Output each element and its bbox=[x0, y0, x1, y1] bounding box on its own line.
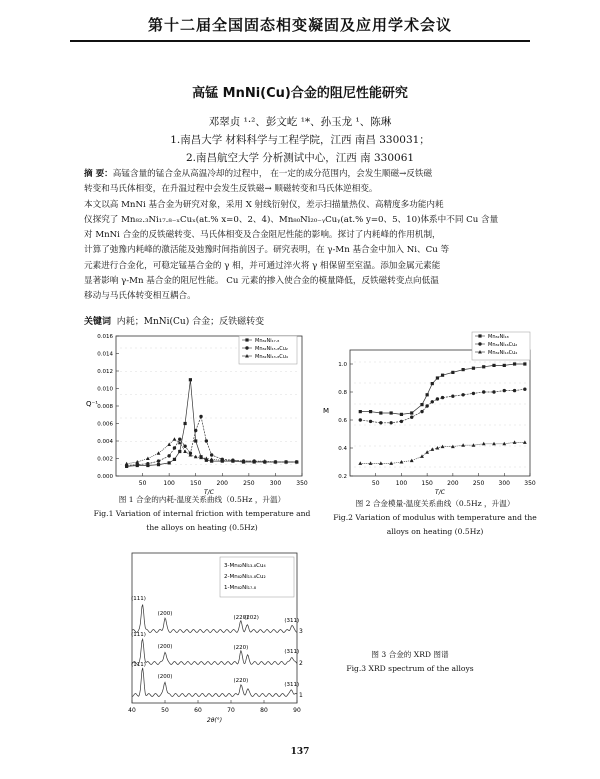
data-point bbox=[431, 382, 434, 385]
x-tick-label: 100 bbox=[395, 480, 408, 487]
data-point bbox=[194, 439, 197, 442]
abstract-line: 计算了弛豫内耗峰的激活能及弛豫时间指前因子。研究表明，在 γ-Mn 基合金中加入 Ni、Cu 等 bbox=[84, 245, 450, 256]
data-point bbox=[379, 461, 383, 465]
data-point bbox=[513, 362, 516, 365]
legend-entry: Mn₈₂Ni₁₈ bbox=[488, 334, 509, 340]
data-point bbox=[167, 443, 171, 447]
data-point bbox=[189, 378, 192, 381]
y-tick-label: 0.004 bbox=[97, 439, 113, 445]
legend-entry: Mn₈₂Ni₁₅.₈Cu₂ bbox=[255, 346, 288, 352]
x-tick-label: 200 bbox=[216, 480, 229, 487]
figure-2-modulus-chart bbox=[322, 330, 545, 500]
figure-2-caption-cn: 图 2 合金模量-温度关系曲线（0.5Hz ，升温） bbox=[355, 499, 515, 508]
data-point bbox=[503, 389, 506, 392]
keywords-text: 内耗；MnNi(Cu) 合金；反铁磁转变 bbox=[116, 317, 265, 327]
data-point bbox=[146, 457, 150, 461]
keywords-label: 关键词 bbox=[84, 317, 112, 327]
affiliation-1: 1.南昌大学 材料科学与工程学院，江西 南昌 330031； bbox=[170, 134, 430, 146]
x-tick-label: 80 bbox=[260, 707, 268, 714]
data-point bbox=[523, 440, 527, 444]
peak-label: (111) bbox=[131, 662, 146, 668]
conference-header: 第十二届全国固态相变凝固及应用学术会议 bbox=[147, 16, 452, 34]
x-tick-label: 90 bbox=[293, 707, 301, 714]
abstract-line: 仪探究了 Mn₈₂.₃Ni₁₇.₈₋ₓCuₓ(at.% x=0、2、4)、Mn₈₀Ni₂₀₋ᵧCuᵧ(at.% y=0、5、10)体系中不同 Cu 含量 bbox=[84, 214, 499, 225]
x-tick-label: 50 bbox=[138, 480, 147, 487]
data-point bbox=[436, 446, 440, 450]
header-rule bbox=[70, 40, 530, 42]
data-point bbox=[410, 416, 413, 419]
data-point bbox=[436, 376, 439, 379]
data-point bbox=[425, 450, 429, 454]
data-point bbox=[183, 445, 186, 448]
data-point bbox=[194, 429, 197, 432]
x-tick-label: 50 bbox=[161, 707, 169, 714]
data-point bbox=[523, 388, 526, 391]
legend-entry: Mn₈₂Ni₁₄Cu₄ bbox=[488, 350, 518, 356]
y-tick-label: 0.4 bbox=[338, 446, 347, 452]
figure-2-caption-en-2: alloys on heating (0.5Hz) bbox=[386, 527, 484, 536]
figure-2-caption-en-1: Fig.2 Variation of modulus with temperature and the bbox=[333, 513, 537, 522]
data-point bbox=[369, 420, 372, 423]
x-tick-label: 350 bbox=[296, 480, 308, 487]
peak-label: (220) bbox=[233, 678, 249, 684]
affiliation-2: 2.南昌航空大学 分析测试中心，江西 南 330061 bbox=[185, 152, 415, 164]
data-point bbox=[482, 390, 485, 393]
figure-3-caption-en: Fig.3 XRD spectrum of the alloys bbox=[346, 664, 474, 673]
legend-entry: Mn₈₂Ni₁₆Cu₂ bbox=[488, 342, 518, 348]
abstract-line: 本文以高 MnNi 基合金为研究对象，采用 X 射线衍射仪，差示扫描量热仪、高精度多功能内耗 bbox=[84, 199, 444, 210]
data-point bbox=[379, 411, 382, 414]
y-axis-label: Q⁻¹ bbox=[85, 400, 99, 408]
abstract-label: 摘 要： bbox=[84, 169, 113, 179]
data-point bbox=[410, 411, 413, 414]
data-point bbox=[210, 453, 213, 456]
data-point bbox=[472, 392, 475, 395]
legend-entry: 3-Mn₈₂Ni₁₃.₈Cu₄ bbox=[224, 563, 266, 569]
peak-label: (111) bbox=[131, 596, 146, 602]
data-point bbox=[492, 364, 495, 367]
x-tick-label: 250 bbox=[472, 480, 485, 487]
pattern-number: 1 bbox=[299, 692, 303, 699]
data-point bbox=[461, 443, 465, 447]
legend-marker bbox=[478, 342, 481, 345]
data-point bbox=[125, 462, 129, 466]
y-tick-label: 0.010 bbox=[97, 386, 113, 393]
data-point bbox=[379, 421, 382, 424]
figure-1-caption-cn: 图 1 合金的内耗-温度关系曲线（0.5Hz ，升温） bbox=[118, 495, 286, 504]
x-tick-label: 300 bbox=[269, 480, 282, 487]
data-point bbox=[492, 390, 495, 393]
data-point bbox=[420, 410, 423, 413]
data-point bbox=[431, 400, 434, 403]
peak-label: (200) bbox=[157, 644, 173, 650]
y-tick-label: 0.6 bbox=[338, 418, 347, 424]
figure-3-caption-cn: 图 3 合金的 XRD 图谱 bbox=[371, 650, 449, 659]
data-point bbox=[173, 458, 176, 461]
data-point bbox=[451, 371, 454, 374]
x-axis-label: T/C bbox=[435, 489, 445, 496]
peak-label: (311) bbox=[284, 682, 300, 688]
data-point bbox=[523, 362, 526, 365]
data-point bbox=[441, 396, 444, 399]
abstract-line: 元素进行合金化，可稳定锰基合金的 γ 相，并可通过淬火将 γ 相保留至室温。添加金属元素能 bbox=[84, 260, 441, 271]
legend-entry: 2-Mn₈₂Ni₁₅.₈Cu₂ bbox=[224, 574, 266, 580]
figure-1-caption-en-1: Fig.1 Variation of internal friction with temperature and bbox=[93, 509, 311, 518]
x-tick-label: 150 bbox=[189, 480, 202, 487]
y-tick-label: 0.008 bbox=[97, 404, 113, 410]
x-tick-label: 250 bbox=[243, 480, 255, 487]
pattern-number: 2 bbox=[299, 660, 303, 667]
peak-label: (311) bbox=[284, 649, 300, 655]
figure-3-caption bbox=[335, 648, 485, 676]
data-point bbox=[199, 415, 202, 418]
data-point bbox=[503, 364, 506, 367]
figure-1-caption bbox=[82, 493, 322, 535]
authors: 邓翠贞 ¹·²、彭文屹 ¹*、孙玉龙 ¹、陈琳 bbox=[208, 116, 392, 128]
y-tick-label: 0.012 bbox=[97, 369, 113, 375]
xrd-pattern-3 bbox=[132, 605, 300, 633]
data-point bbox=[482, 365, 485, 368]
abstract-line: 对 MnNi 合金的反铁磁转变、马氏体相变及合金阻尼性能的影响。探讨了内耗峰的作用机制， bbox=[84, 230, 441, 241]
data-point bbox=[173, 446, 176, 449]
legend-entry: Mn₈₂Ni₁₇.₈ bbox=[255, 338, 280, 344]
data-point bbox=[157, 451, 161, 455]
data-point bbox=[426, 393, 429, 396]
data-point bbox=[205, 439, 208, 442]
data-point bbox=[157, 463, 160, 466]
series-line-2 bbox=[360, 389, 525, 423]
abstract-line: 显著影响 γ-Mn 基合金的阻尼性能。 Cu 元素的掺入使合金的模量降低，反铁磁转变点向低温 bbox=[84, 276, 439, 287]
figure-2-caption bbox=[325, 497, 545, 539]
x-tick-label: 150 bbox=[421, 480, 433, 487]
y-tick-label: 0.014 bbox=[97, 351, 113, 358]
peak-label: (220) bbox=[233, 615, 249, 621]
peak-label: (311) bbox=[284, 618, 300, 624]
data-point bbox=[358, 461, 362, 465]
page-number: 137 bbox=[290, 747, 310, 757]
figure-1-internal-friction-chart bbox=[82, 330, 312, 500]
data-point bbox=[441, 374, 444, 377]
y-tick-label: 0.006 bbox=[97, 421, 113, 428]
data-point bbox=[400, 413, 403, 416]
data-point bbox=[389, 421, 392, 424]
legend-marker bbox=[478, 334, 481, 337]
y-tick-label: 0.002 bbox=[97, 456, 113, 463]
x-axis-label: T/C bbox=[204, 489, 214, 496]
data-point bbox=[178, 438, 181, 441]
data-point bbox=[513, 440, 517, 444]
plot-frame bbox=[350, 350, 530, 476]
peak-label: (202) bbox=[244, 615, 259, 621]
x-tick-label: 50 bbox=[371, 480, 380, 487]
data-point bbox=[513, 389, 516, 392]
legend-entry: 1-Mn₈₂Ni₁₇.₈ bbox=[224, 585, 257, 591]
y-tick-label: 0.8 bbox=[338, 390, 347, 396]
x-tick-label: 60 bbox=[194, 707, 202, 714]
data-point bbox=[400, 420, 403, 423]
abstract bbox=[84, 167, 524, 305]
abstract-line: 摘 要：高锰含量的锰合金从高温冷却的过程中， 在一定的成分范围内，会发生顺磁→反铁磁 bbox=[84, 169, 433, 179]
data-point bbox=[157, 459, 160, 462]
figure-1-caption-en-2: the alloys on heating (0.5Hz) bbox=[146, 523, 258, 532]
y-tick-label: 0.000 bbox=[97, 474, 113, 480]
data-point bbox=[359, 410, 362, 413]
series-line-1 bbox=[360, 364, 525, 414]
legend-entry: Mn₈₂Ni₁₃.₈Cu₄ bbox=[255, 354, 288, 360]
data-point bbox=[359, 418, 362, 421]
legend-marker bbox=[245, 338, 248, 341]
x-tick-label: 70 bbox=[227, 707, 235, 714]
data-point bbox=[461, 393, 464, 396]
data-point bbox=[204, 457, 208, 461]
data-point bbox=[436, 397, 439, 400]
peak-label: (200) bbox=[157, 674, 173, 680]
y-tick-label: 1.0 bbox=[338, 362, 347, 368]
keywords bbox=[84, 314, 264, 327]
abstract-line: 移动与马氏体转变相互耦合。 bbox=[84, 291, 196, 302]
x-tick-label: 200 bbox=[447, 480, 459, 487]
x-tick-label: 350 bbox=[524, 480, 536, 487]
y-tick-label: 0.2 bbox=[338, 474, 347, 480]
peak-label: (111) bbox=[131, 632, 146, 638]
x-tick-label: 40 bbox=[128, 707, 136, 714]
peak-label: (220) bbox=[233, 645, 249, 651]
abstract-line: 转变和马氏体相变，在升温过程中会发生反铁磁→ 顺磁转变和马氏体逆相变。 bbox=[84, 184, 378, 195]
data-point bbox=[472, 367, 475, 370]
data-point bbox=[173, 437, 177, 441]
xrd-pattern-1 bbox=[132, 668, 300, 697]
figure-3-xrd-chart bbox=[118, 545, 308, 735]
data-point bbox=[183, 422, 186, 425]
y-axis-label: M bbox=[322, 407, 330, 415]
y-tick-label: 0.016 bbox=[97, 334, 113, 340]
data-point bbox=[441, 445, 445, 449]
data-point bbox=[369, 410, 372, 413]
data-point bbox=[178, 450, 181, 453]
xrd-pattern-2 bbox=[132, 639, 300, 664]
data-point bbox=[462, 368, 465, 371]
paper-title: 高锰 MnNi(Cu)合金的阻尼性能研究 bbox=[192, 86, 408, 101]
data-point bbox=[167, 454, 170, 457]
data-point bbox=[451, 395, 454, 398]
data-point bbox=[420, 403, 423, 406]
x-tick-label: 100 bbox=[163, 480, 175, 487]
data-point bbox=[168, 461, 171, 464]
data-point bbox=[425, 404, 428, 407]
pattern-number: 3 bbox=[299, 628, 303, 635]
data-point bbox=[146, 462, 149, 465]
x-axis-label: 2θ(°) bbox=[206, 717, 223, 724]
x-tick-label: 300 bbox=[498, 480, 511, 487]
legend-marker bbox=[245, 346, 248, 349]
data-point bbox=[390, 411, 393, 414]
peak-label: (200) bbox=[157, 611, 173, 617]
data-point bbox=[183, 450, 187, 454]
